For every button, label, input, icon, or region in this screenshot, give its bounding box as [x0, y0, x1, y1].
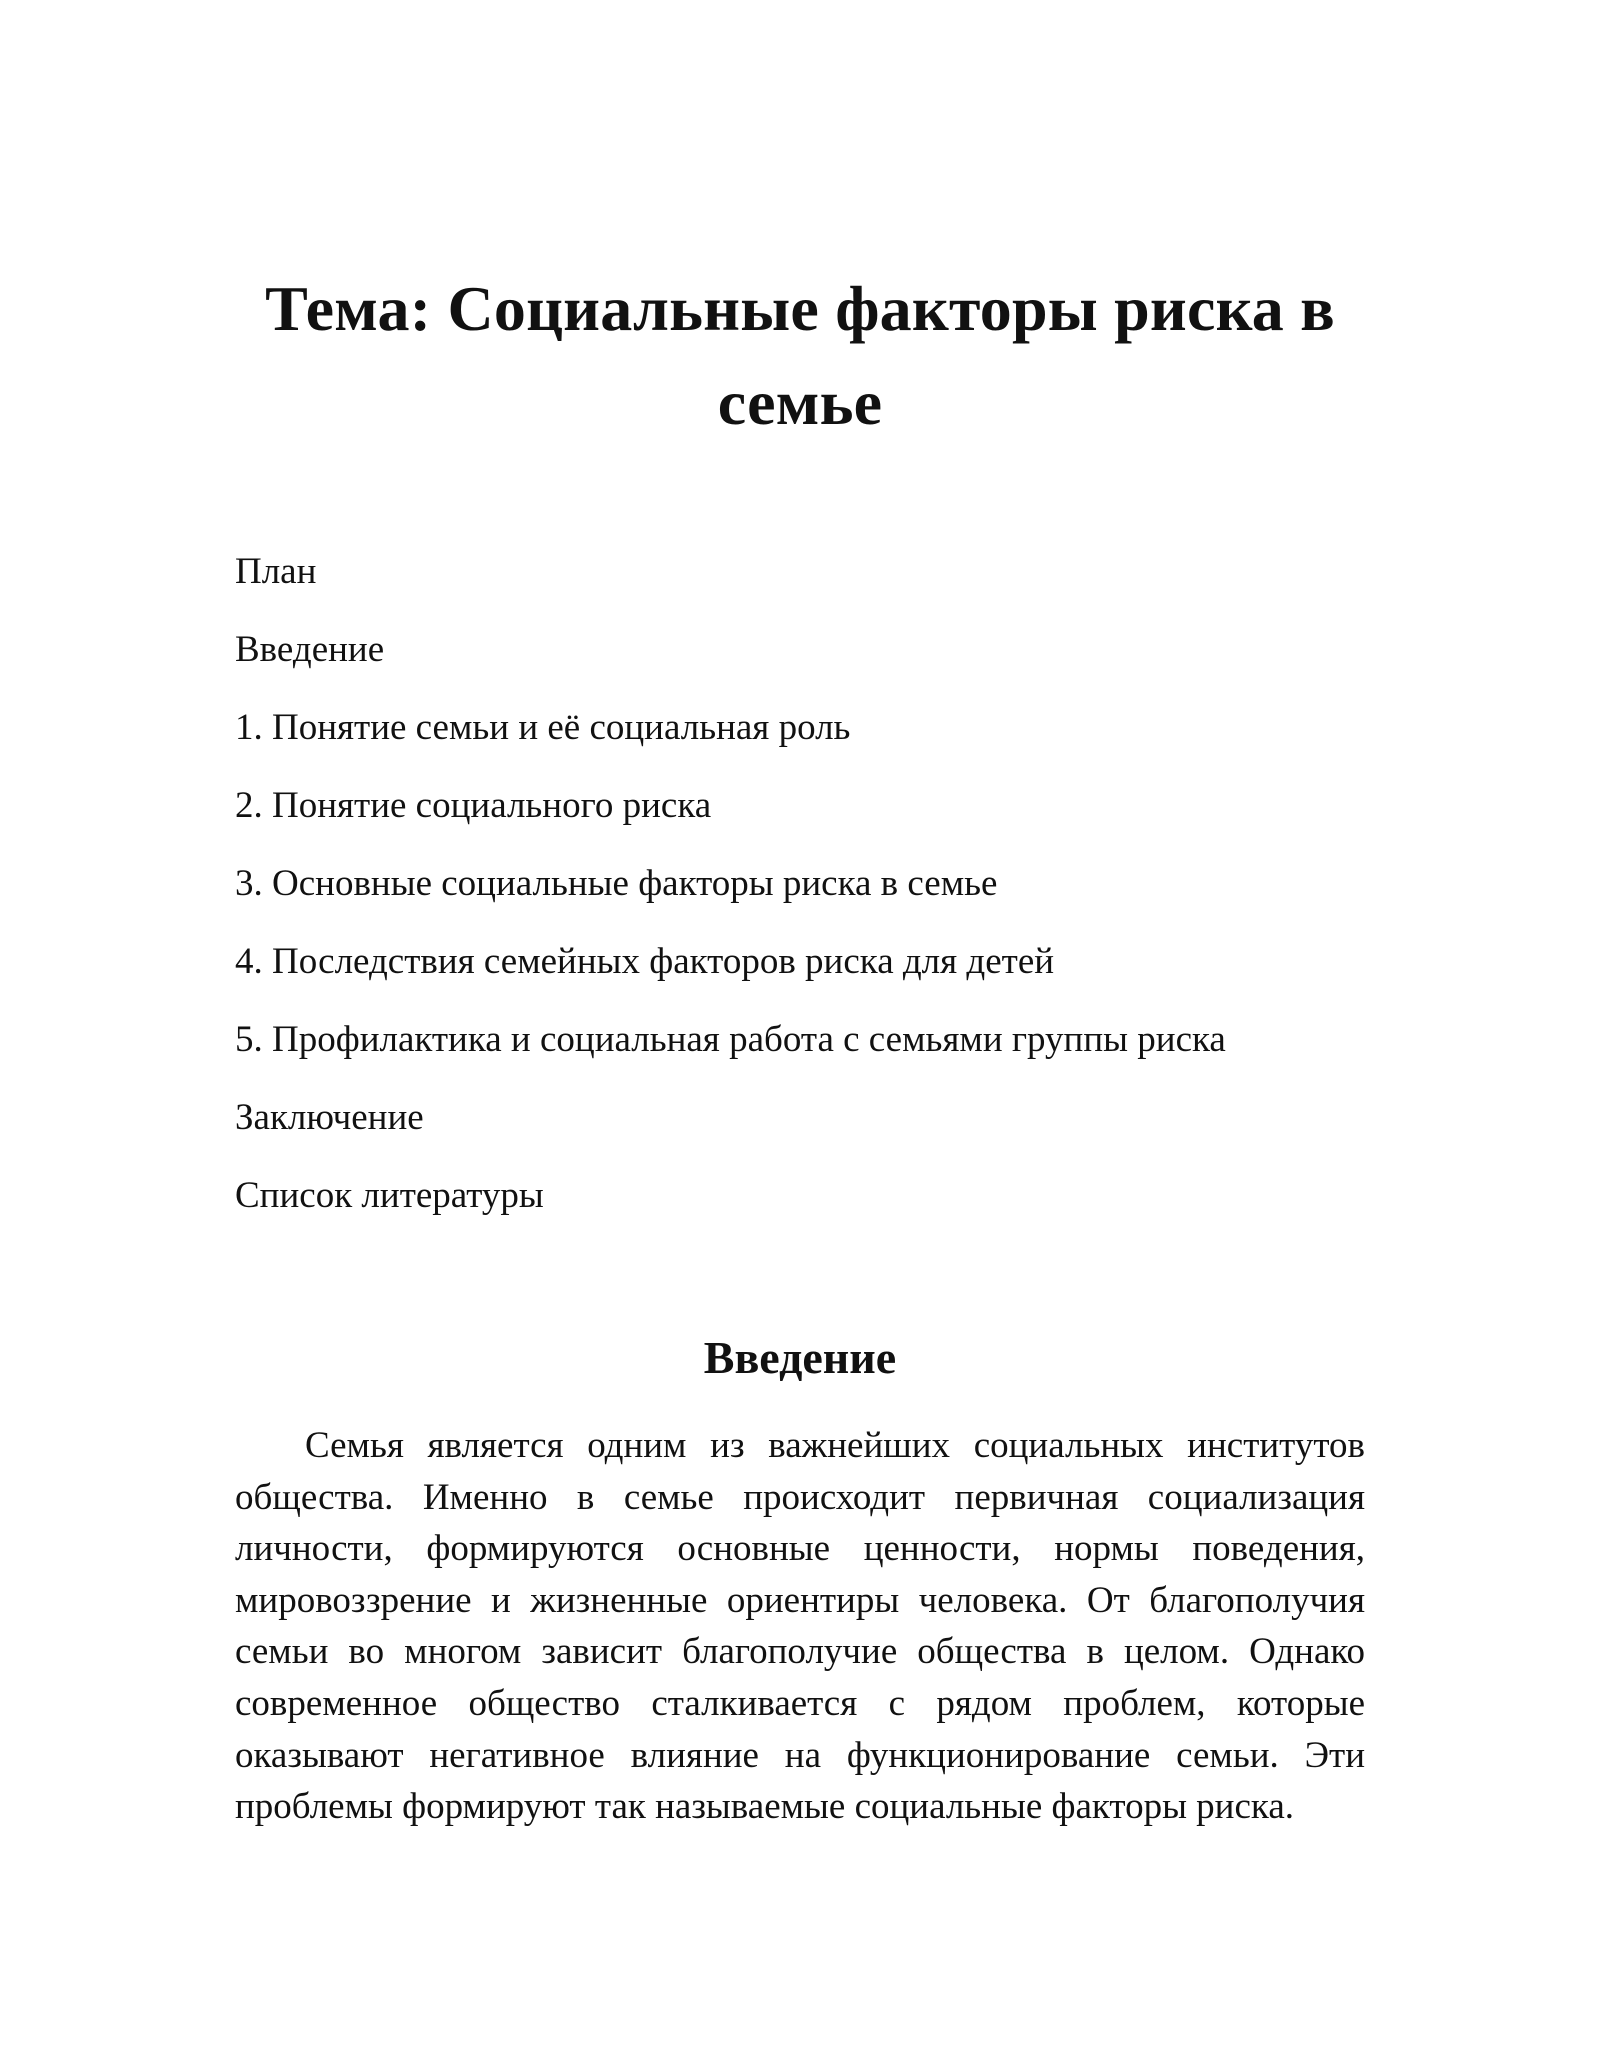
- plan-list: [235, 546, 1226, 1248]
- plan-item: План: [235, 551, 317, 592]
- plan-item: 1. Понятие семьи и её социальная роль: [235, 707, 851, 748]
- plan-item: Заключение: [235, 1097, 424, 1138]
- plan-item: 4. Последствия семейных факторов риска для детей: [235, 941, 1055, 982]
- plan-item: Введение: [235, 629, 385, 670]
- section-heading-intro: Введение: [703, 1332, 897, 1383]
- plan-item: 2. Понятие социального риска: [235, 785, 712, 826]
- intro-paragraph: Семья является одним из важнейших социальных институтов общества. Именно в семье происходит первичная социализация личности, формируются основные ценности, нормы поведения, мировоззрение и жизненные ориентиры человека. От благополучия семьи во многом зависит благополучие общества в целом. Однако современное общество сталкивается с рядом проблем, которые оказывают негативное влияние на функционирование семьи. Эти проблемы формируют так называемые социальные факторы риска.: [235, 1425, 1365, 1828]
- document-title: Тема: Социальные факторы риска в семье: [265, 273, 1335, 438]
- plan-item: 5. Профилактика и социальная работа с семьями группы риска: [235, 1019, 1226, 1060]
- plan-item: Список литературы: [235, 1175, 544, 1216]
- plan-item: 3. Основные социальные факторы риска в семье: [235, 863, 998, 904]
